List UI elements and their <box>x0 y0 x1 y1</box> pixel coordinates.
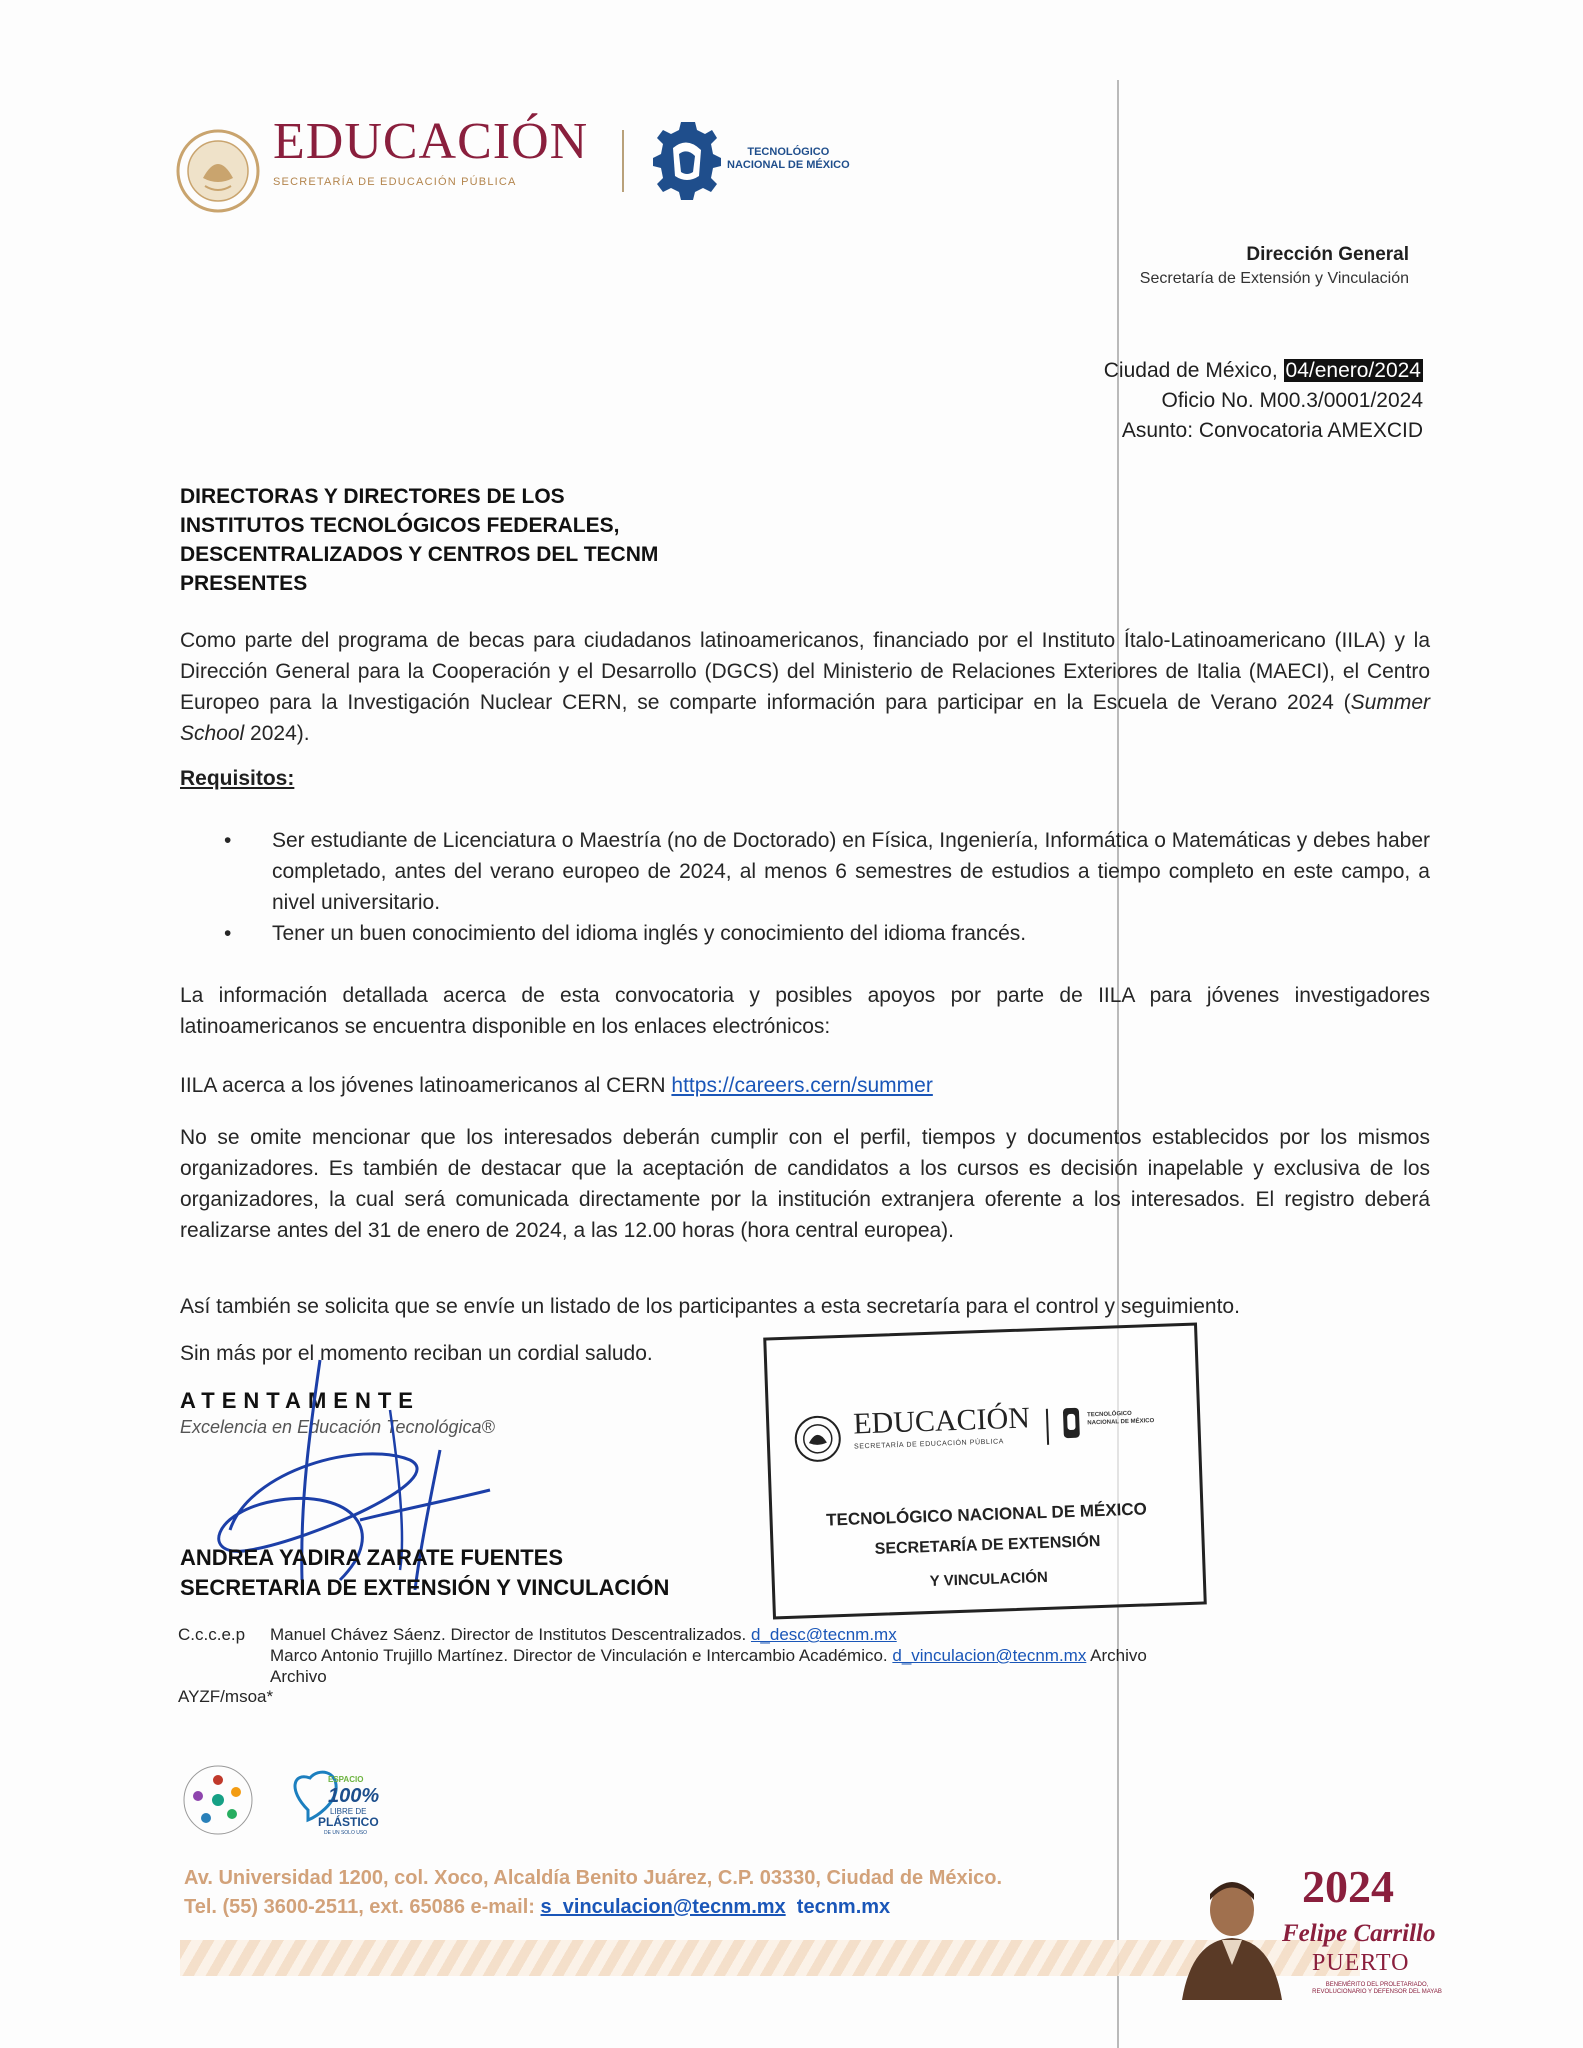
list-item <box>180 825 1430 918</box>
list-item-text: Ser estudiante de Licenciatura o Maestría (no de Doctorado) en Física, Ingeniería, Informática o Matemáticas y debes haber completado, antes del verano europeo de 2024, al menos 6 semestres de estudios a tiempo completo en este campo, a nivel universitario. <box>272 829 1430 914</box>
department-title: Dirección General <box>1246 244 1409 265</box>
ccp-archive: Archivo <box>270 1667 327 1686</box>
portrait-illustration <box>1162 1870 1292 2000</box>
stamp-line: TECNOLÓGICO NACIONAL DE MÉXICO <box>825 1499 1148 1530</box>
requirements-list <box>180 825 1430 949</box>
official-stamp <box>763 1323 1207 1620</box>
document-meta <box>1104 356 1423 446</box>
signer-block <box>180 1543 669 1603</box>
asunto-line: Asunto: Convocatoria AMEXCID <box>1121 419 1423 442</box>
addressee-line: DESCENTRALIZADOS Y CENTROS DEL TECNM <box>180 543 659 566</box>
ccp-email-link[interactable]: d_desc@tecnm.mx <box>750 1625 897 1644</box>
certification-logos <box>178 1760 438 1840</box>
footer-contact-line <box>184 1893 1002 1922</box>
tecnm-line2: NACIONAL DE MÉXICO <box>727 159 850 171</box>
ccp-recipient: Marco Antonio Trujillo Martínez. Director de Vinculación e Intercambio Académico. <box>270 1646 893 1665</box>
stamp-divider <box>1046 1409 1049 1445</box>
link-paragraph <box>180 1070 1430 1101</box>
letterhead <box>175 110 1075 210</box>
year-commemoration-badge <box>1162 1860 1462 2010</box>
stamp-tecnm-gear-icon <box>1061 1406 1082 1441</box>
signer-name: ANDREA YADIRA ZARATE FUENTES <box>180 1545 563 1570</box>
intro-paragraph <box>180 625 1430 749</box>
stamp-brand-sub: SECRETARÍA DE EDUCACIÓN PÚBLICA <box>853 1438 1005 1451</box>
footer-address: Av. Universidad 1200, col. Xoco, Alcaldía Benito Juárez, C.P. 03330, Ciudad de México. <box>184 1867 1003 1889</box>
ccp-line <box>270 1624 1450 1645</box>
year-honoree-caption: BENEMÉRITO DEL PROLETARIADO, REVOLUCIONARIO Y DEFENSOR DEL MAYAB <box>1312 1982 1442 1995</box>
stamp-seal-icon <box>793 1414 843 1464</box>
year-honoree-name: Felipe Carrillo <box>1282 1920 1436 1947</box>
tecnm-line1: TECNOLÓGICO <box>747 146 830 158</box>
link-intro-text: IILA acerca a los jóvenes latinoamericanos al CERN <box>180 1074 672 1097</box>
ccp-archive-inline: Archivo <box>1086 1646 1147 1665</box>
info-paragraph: La información detallada acerca de esta convocatoria y posibles apoyos por parte de IILA para jóvenes investigadores latinoamericanos se encuentra disponible en los enlaces electrónicos: <box>180 984 1430 1038</box>
institution-motto: Excelencia en Educación Tecnológica® <box>180 1417 495 1437</box>
department-subtitle: Secretaría de Extensión y Vinculación <box>1139 270 1409 287</box>
ccp-line <box>270 1645 1450 1666</box>
addressee-block <box>180 482 658 598</box>
year-number: 2024 <box>1302 1861 1394 1912</box>
mexico-seal-icon <box>175 128 261 214</box>
ccp-email-link[interactable]: d_vinculacion@tecnm.mx <box>892 1646 1087 1665</box>
tecnm-wordmark <box>727 146 850 172</box>
svg-text:PLÁSTICO: PLÁSTICO <box>318 1815 379 1829</box>
department-block <box>1140 244 1409 288</box>
atentamente-label: ATENTAMENTE <box>180 1388 420 1413</box>
ccp-label: C.c.c.e.p <box>178 1625 246 1644</box>
stamp-tecnm-line1: TECNOLÓGICO <box>1087 1410 1132 1419</box>
footer-email-link[interactable]: s_vinculacion@tecnm.mx <box>540 1896 786 1918</box>
year-honoree-surname: PUERTO <box>1312 1950 1410 1976</box>
bullet-icon: • <box>224 829 232 852</box>
bullet-icon: • <box>224 922 232 945</box>
tecnm-gear-icon <box>653 118 721 202</box>
svg-text:ESPACIO: ESPACIO <box>328 1775 364 1784</box>
svg-text:DE UN SOLO USO: DE UN SOLO USO <box>324 1830 368 1836</box>
ccp-lines <box>270 1624 1450 1687</box>
footer-tel: Tel. (55) 3600-2511, ext. 65086 e-mail: <box>184 1896 541 1918</box>
intro-text-end: 2024). <box>244 722 310 745</box>
educacion-brand <box>273 114 588 188</box>
equality-seal-icon <box>184 1766 252 1834</box>
footer-website-link[interactable]: tecnm.mx <box>796 1896 891 1918</box>
stamp-line: Y VINCULACIÓN <box>929 1568 1049 1590</box>
cern-summer-link[interactable]: https://careers.cern/summer <box>671 1074 933 1097</box>
oficio-number: Oficio No. M00.3/0001/2024 <box>1161 389 1423 412</box>
stamp-line: SECRETARÍA DE EXTENSIÓN <box>874 1533 1101 1558</box>
signer-title: SECRETARIA DE EXTENSIÓN Y VINCULACIÓN <box>180 1575 670 1600</box>
place-text: Ciudad de México, <box>1103 359 1278 382</box>
list-item-text: Tener un buen conocimiento del idioma inglés y conocimiento del idioma francés. <box>272 922 1027 945</box>
requirements-heading: Requisitos: <box>180 767 295 790</box>
svg-text:100%: 100% <box>328 1785 380 1807</box>
brand-subtitle: SECRETARÍA DE EDUCACIÓN PÚBLICA <box>273 176 517 188</box>
date-highlight: 04/enero/2024 <box>1285 359 1421 382</box>
addressee-line: DIRECTORAS Y DIRECTORES DE LOS <box>180 485 565 508</box>
plastic-free-badge-icon <box>295 1772 379 1836</box>
addressee-line: PRESENTES <box>180 572 308 595</box>
stamp-tecnm-wordmark <box>1087 1409 1154 1427</box>
logo-divider <box>622 130 624 192</box>
stamp-brand: EDUCACIÓN <box>852 1401 1031 1441</box>
stamp-tecnm-line2: NACIONAL DE MÉXICO <box>1087 1418 1155 1427</box>
brand-title: EDUCACIÓN <box>273 113 589 170</box>
conditions-paragraph: No se omite mencionar que los interesados deberán cumplir con el perfil, tiempos y documentos establecidos por los mismos organizadores. Es también de destacar que la aceptación de candidatos a los cursos es decisión inapelable y exclusiva de los organizadores, la cual será comunicada directamente por la institución extranjera oferente a los interesados. El registro deberá realizarse antes del 31 de enero de 2024, a las 12.00 horas (hora central europea). <box>180 1126 1430 1242</box>
footer-contact <box>184 1864 1002 1922</box>
list-item <box>180 918 1430 949</box>
intro-text: Como parte del programa de becas para ciudadanos latinoamericanos, financiado por el Instituto Ítalo-Latinoamericano (IILA) y la Dirección General para la Cooperación y el Desarrollo (DGCS) del Ministerio de Relaciones Exteriores de Italia (MAECI), el Centro Europeo para la Investigación Nuclear CERN, se comparte información para participar en la Escuela de Verano 2024 ( <box>180 629 1430 714</box>
summer-school-emphasis: Summer School <box>180 691 1430 745</box>
place-date-line <box>1104 356 1423 386</box>
stamp-logo <box>793 1396 1175 1469</box>
svg-text:LIBRE DE: LIBRE DE <box>330 1807 367 1816</box>
ccp-recipient: Manuel Chávez Sáenz. Director de Institutos Descentralizados. <box>270 1625 751 1644</box>
request-paragraph: Así también se solicita que se envíe un listado de los participantes a esta secretaría para el control y seguimiento. <box>180 1295 1240 1318</box>
closing-paragraph: Sin más por el momento reciban un cordial saludo. <box>180 1342 653 1365</box>
reference-initials: AYZF/msoa* <box>178 1687 274 1706</box>
addressee-line: INSTITUTOS TECNOLÓGICOS FEDERALES, <box>180 514 620 537</box>
